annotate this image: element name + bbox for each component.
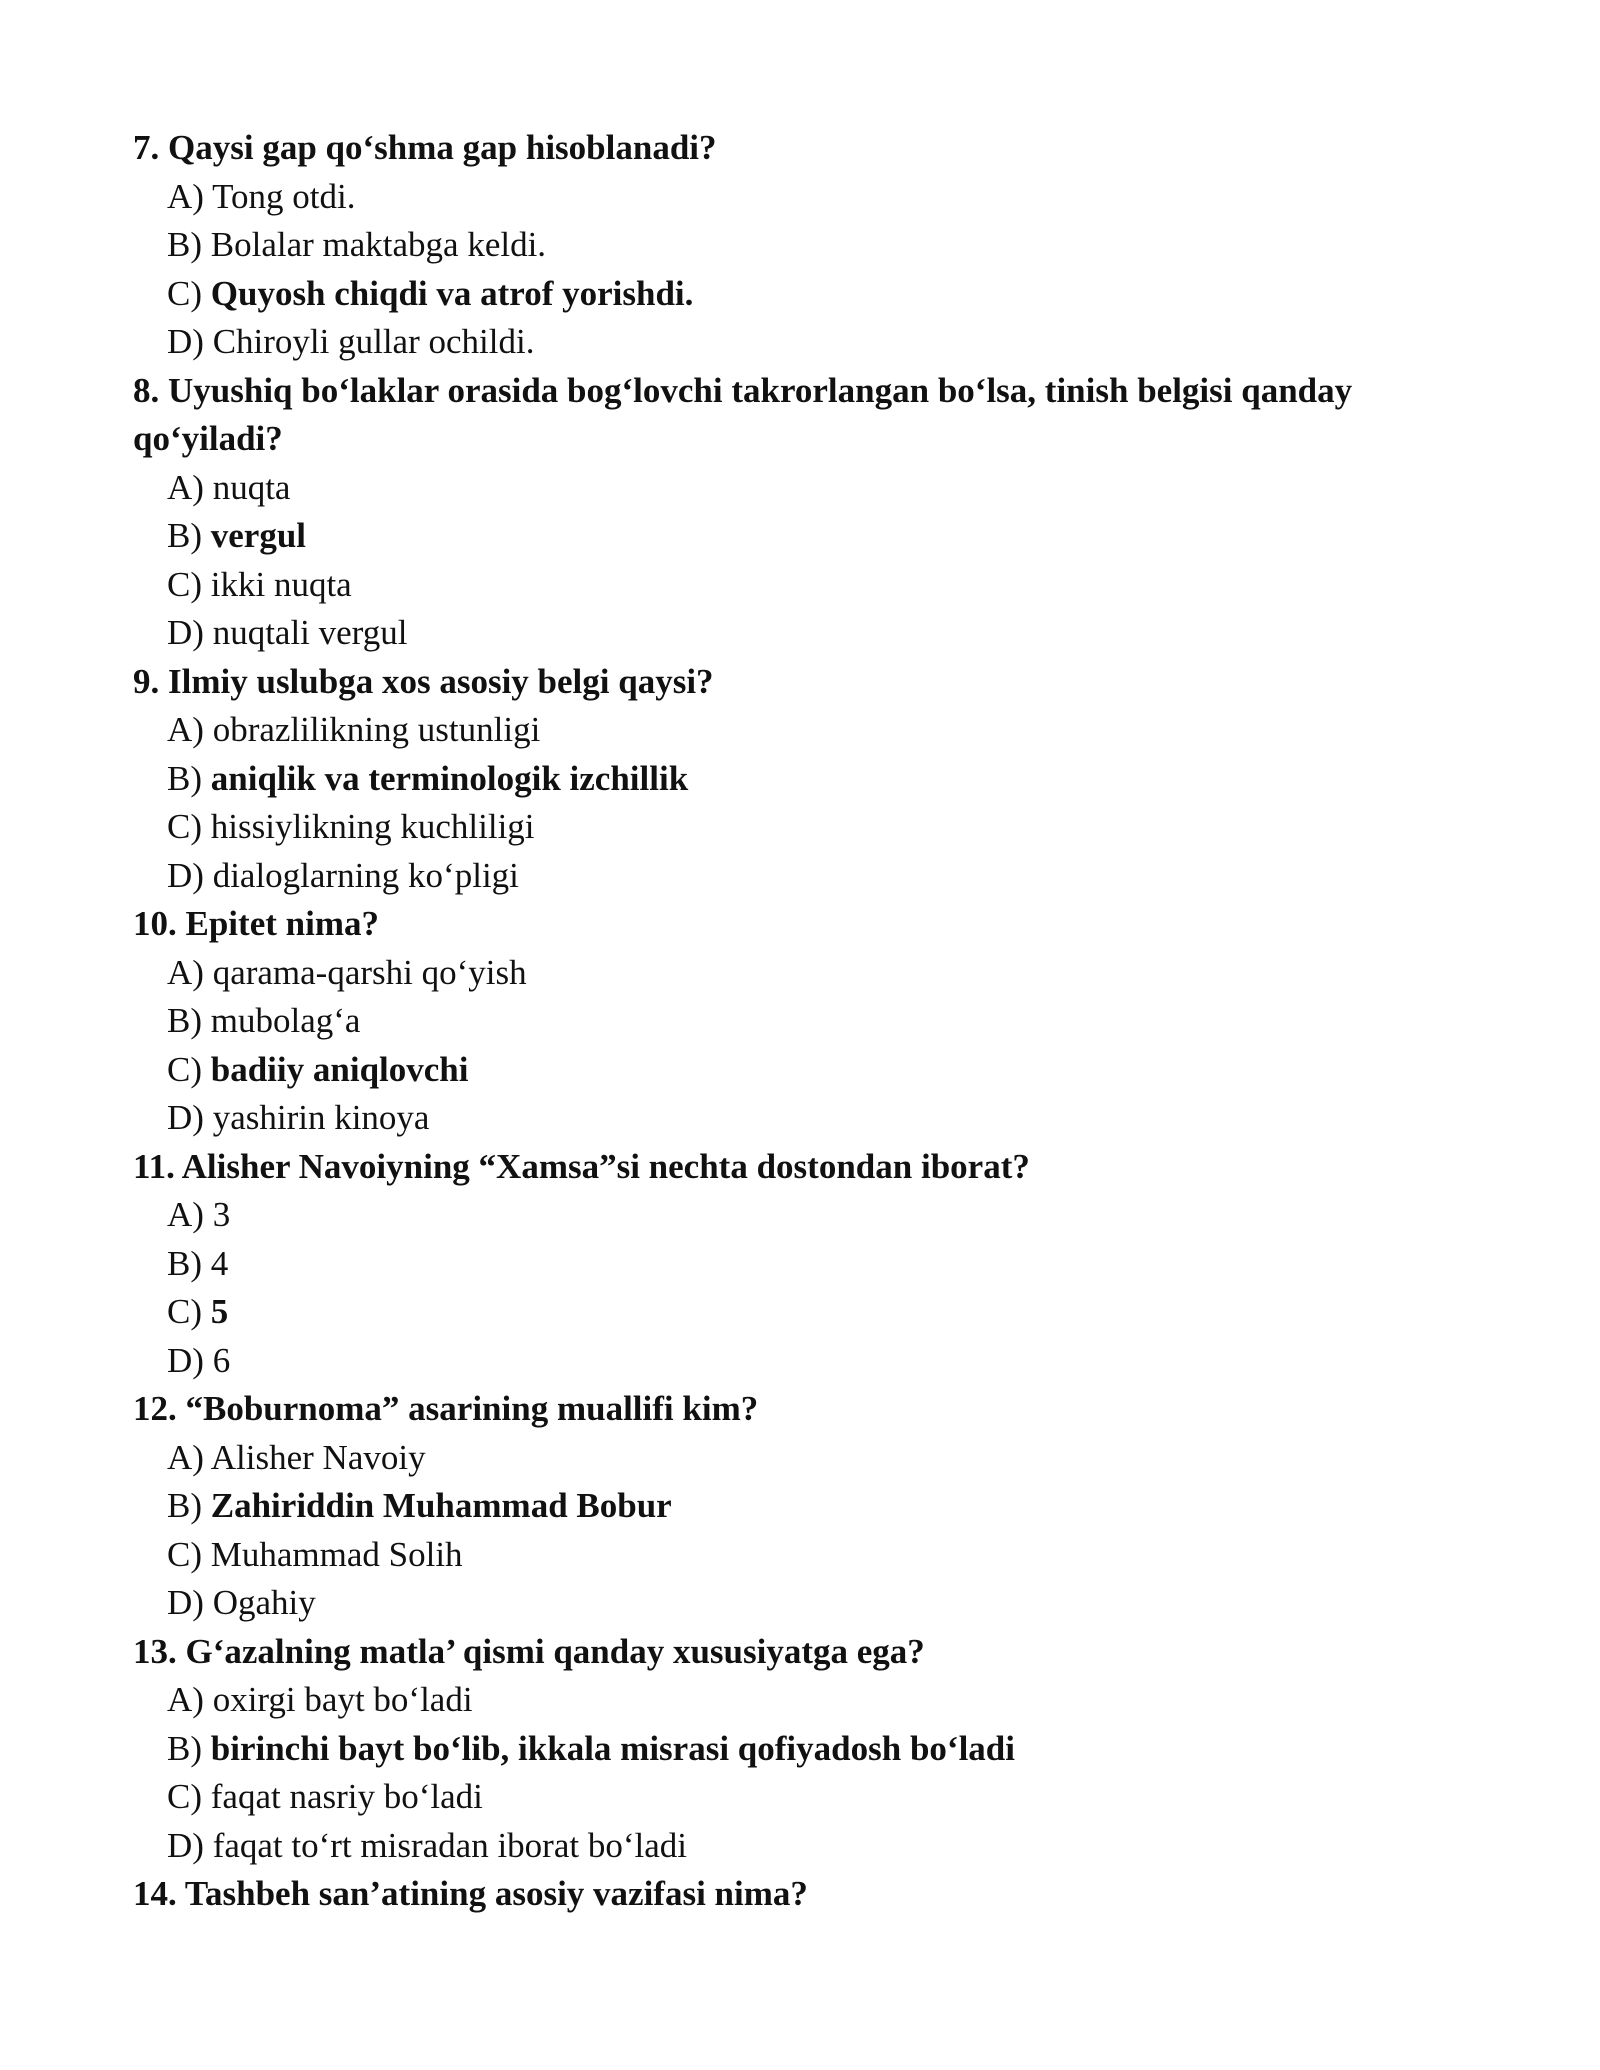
- answer-option: [133, 1191, 1463, 1240]
- answer-option: [133, 1531, 1463, 1580]
- question-block: [133, 658, 1463, 901]
- correct-answer-text: birinchi bayt bo‘lib, ikkala misrasi qofiyadosh bo‘ladi: [210, 1728, 1015, 1768]
- answer-option: [133, 949, 1463, 998]
- question-text: 7. Qaysi gap qo‘shma gap hisoblanadi?: [133, 128, 717, 167]
- option-text: dialoglarning ko‘pligi: [212, 855, 519, 895]
- option-letter: C): [167, 1534, 202, 1574]
- question-block: [133, 1385, 1463, 1628]
- option-letter: B): [167, 1728, 202, 1768]
- answer-option: [133, 1676, 1463, 1725]
- option-letter: B): [167, 758, 202, 798]
- option-letter: C): [167, 807, 202, 846]
- option-text: Muhammad Solih: [210, 1534, 463, 1574]
- answer-option: [133, 221, 1463, 270]
- option-letter: A): [167, 1437, 204, 1477]
- option-text: obrazlilikning ustunligi: [212, 710, 541, 749]
- option-text: hissiylikning kuchliligi: [210, 807, 535, 846]
- question-block: [133, 367, 1463, 658]
- option-text: mubolag‘a: [210, 1001, 361, 1040]
- correct-answer-text: Quyosh chiqdi va atrof yorishdi.: [210, 273, 694, 313]
- question-block: [133, 1143, 1463, 1386]
- question-text: 10. Epitet nima?: [133, 904, 379, 943]
- correct-answer-text: Zahiriddin Muhammad Bobur: [210, 1486, 672, 1525]
- option-text: yashirin kinoya: [212, 1098, 430, 1137]
- correct-answer-text: badiiy aniqlovchi: [210, 1049, 469, 1089]
- option-text: 6: [212, 1340, 231, 1380]
- option-text: Chiroyli gullar ochildi.: [212, 322, 535, 361]
- answer-option: [133, 318, 1463, 367]
- option-text: faqat to‘rt misradan iborat bo‘ladi: [212, 1825, 687, 1865]
- option-text: Bolalar maktabga keldi.: [210, 225, 547, 264]
- option-text: 4: [210, 1243, 229, 1283]
- option-text: faqat nasriy bo‘ladi: [210, 1777, 483, 1816]
- question-text: 13. G‘azalning matla’ qismi qanday xususiyatga ega?: [133, 1631, 925, 1671]
- answer-option: [133, 1482, 1463, 1531]
- answer-option: [133, 1337, 1463, 1386]
- answer-option: [133, 464, 1463, 513]
- correct-answer-text: 5: [210, 1292, 229, 1331]
- answer-option: [133, 1822, 1463, 1871]
- option-text: Ogahiy: [212, 1583, 316, 1622]
- answer-option: [133, 755, 1463, 804]
- option-text: ikki nuqta: [210, 564, 352, 604]
- option-letter: D): [167, 1825, 204, 1865]
- question-block: [133, 900, 1463, 1143]
- option-text: Tong otdi.: [212, 176, 356, 216]
- question-text: 12. “Boburnoma” asarining muallifi kim?: [133, 1389, 759, 1428]
- answer-option: [133, 1288, 1463, 1337]
- option-letter: C): [167, 1049, 202, 1089]
- option-letter: B): [167, 1243, 202, 1283]
- option-letter: B): [167, 1486, 202, 1525]
- option-letter: A): [167, 710, 204, 749]
- answer-option: [133, 561, 1463, 610]
- option-letter: A): [167, 1680, 204, 1719]
- option-letter: A): [167, 176, 204, 216]
- option-letter: B): [167, 1001, 202, 1040]
- answer-option: [133, 1046, 1463, 1095]
- option-text: nuqtali vergul: [212, 613, 408, 652]
- option-text: 3: [212, 1195, 231, 1234]
- answer-option: [133, 270, 1463, 319]
- answer-option: [133, 1579, 1463, 1628]
- option-text: Alisher Navoiy: [210, 1437, 426, 1477]
- option-letter: A): [167, 467, 204, 507]
- answer-option: [133, 512, 1463, 561]
- answer-option: [133, 1434, 1463, 1483]
- correct-answer-text: aniqlik va terminologik izchillik: [210, 758, 689, 798]
- question-text: 8. Uyushiq bo‘laklar orasida bog‘lovchi takrorlangan bo‘lsa, tinish belgisi qanday qo‘yiladi?: [133, 370, 1353, 458]
- option-letter: D): [167, 855, 204, 895]
- answer-option: [133, 803, 1463, 852]
- question-text: 11. Alisher Navoiyning “Xamsa”si nechta dostondan iborat?: [133, 1146, 1030, 1186]
- option-text: qarama-qarshi qo‘yish: [212, 952, 527, 992]
- option-letter: D): [167, 1340, 204, 1380]
- correct-answer-text: vergul: [210, 516, 307, 555]
- option-letter: B): [167, 225, 202, 264]
- option-letter: C): [167, 273, 202, 313]
- answer-option: [133, 1725, 1463, 1774]
- question-block: [133, 1870, 1463, 1919]
- question-text: 14. Tashbeh san’atining asosiy vazifasi nima?: [133, 1874, 808, 1913]
- answer-option: [133, 852, 1463, 901]
- answer-option: [133, 609, 1463, 658]
- answer-option: [133, 1094, 1463, 1143]
- option-text: nuqta: [212, 467, 291, 507]
- option-letter: C): [167, 1292, 202, 1331]
- question-block: [133, 124, 1463, 367]
- option-letter: D): [167, 1098, 204, 1137]
- option-letter: C): [167, 564, 202, 604]
- answer-option: [133, 997, 1463, 1046]
- answer-option: [133, 706, 1463, 755]
- option-letter: D): [167, 613, 204, 652]
- quiz-content: [133, 124, 1463, 1919]
- option-letter: B): [167, 516, 202, 555]
- option-letter: A): [167, 1195, 204, 1234]
- option-letter: D): [167, 322, 204, 361]
- option-letter: D): [167, 1583, 204, 1622]
- answer-option: [133, 173, 1463, 222]
- option-letter: C): [167, 1777, 202, 1816]
- answer-option: [133, 1773, 1463, 1822]
- answer-option: [133, 1240, 1463, 1289]
- question-block: [133, 1628, 1463, 1871]
- option-text: oxirgi bayt bo‘ladi: [212, 1680, 473, 1719]
- question-text: 9. Ilmiy uslubga xos asosiy belgi qaysi?: [133, 661, 714, 701]
- option-letter: A): [167, 952, 204, 992]
